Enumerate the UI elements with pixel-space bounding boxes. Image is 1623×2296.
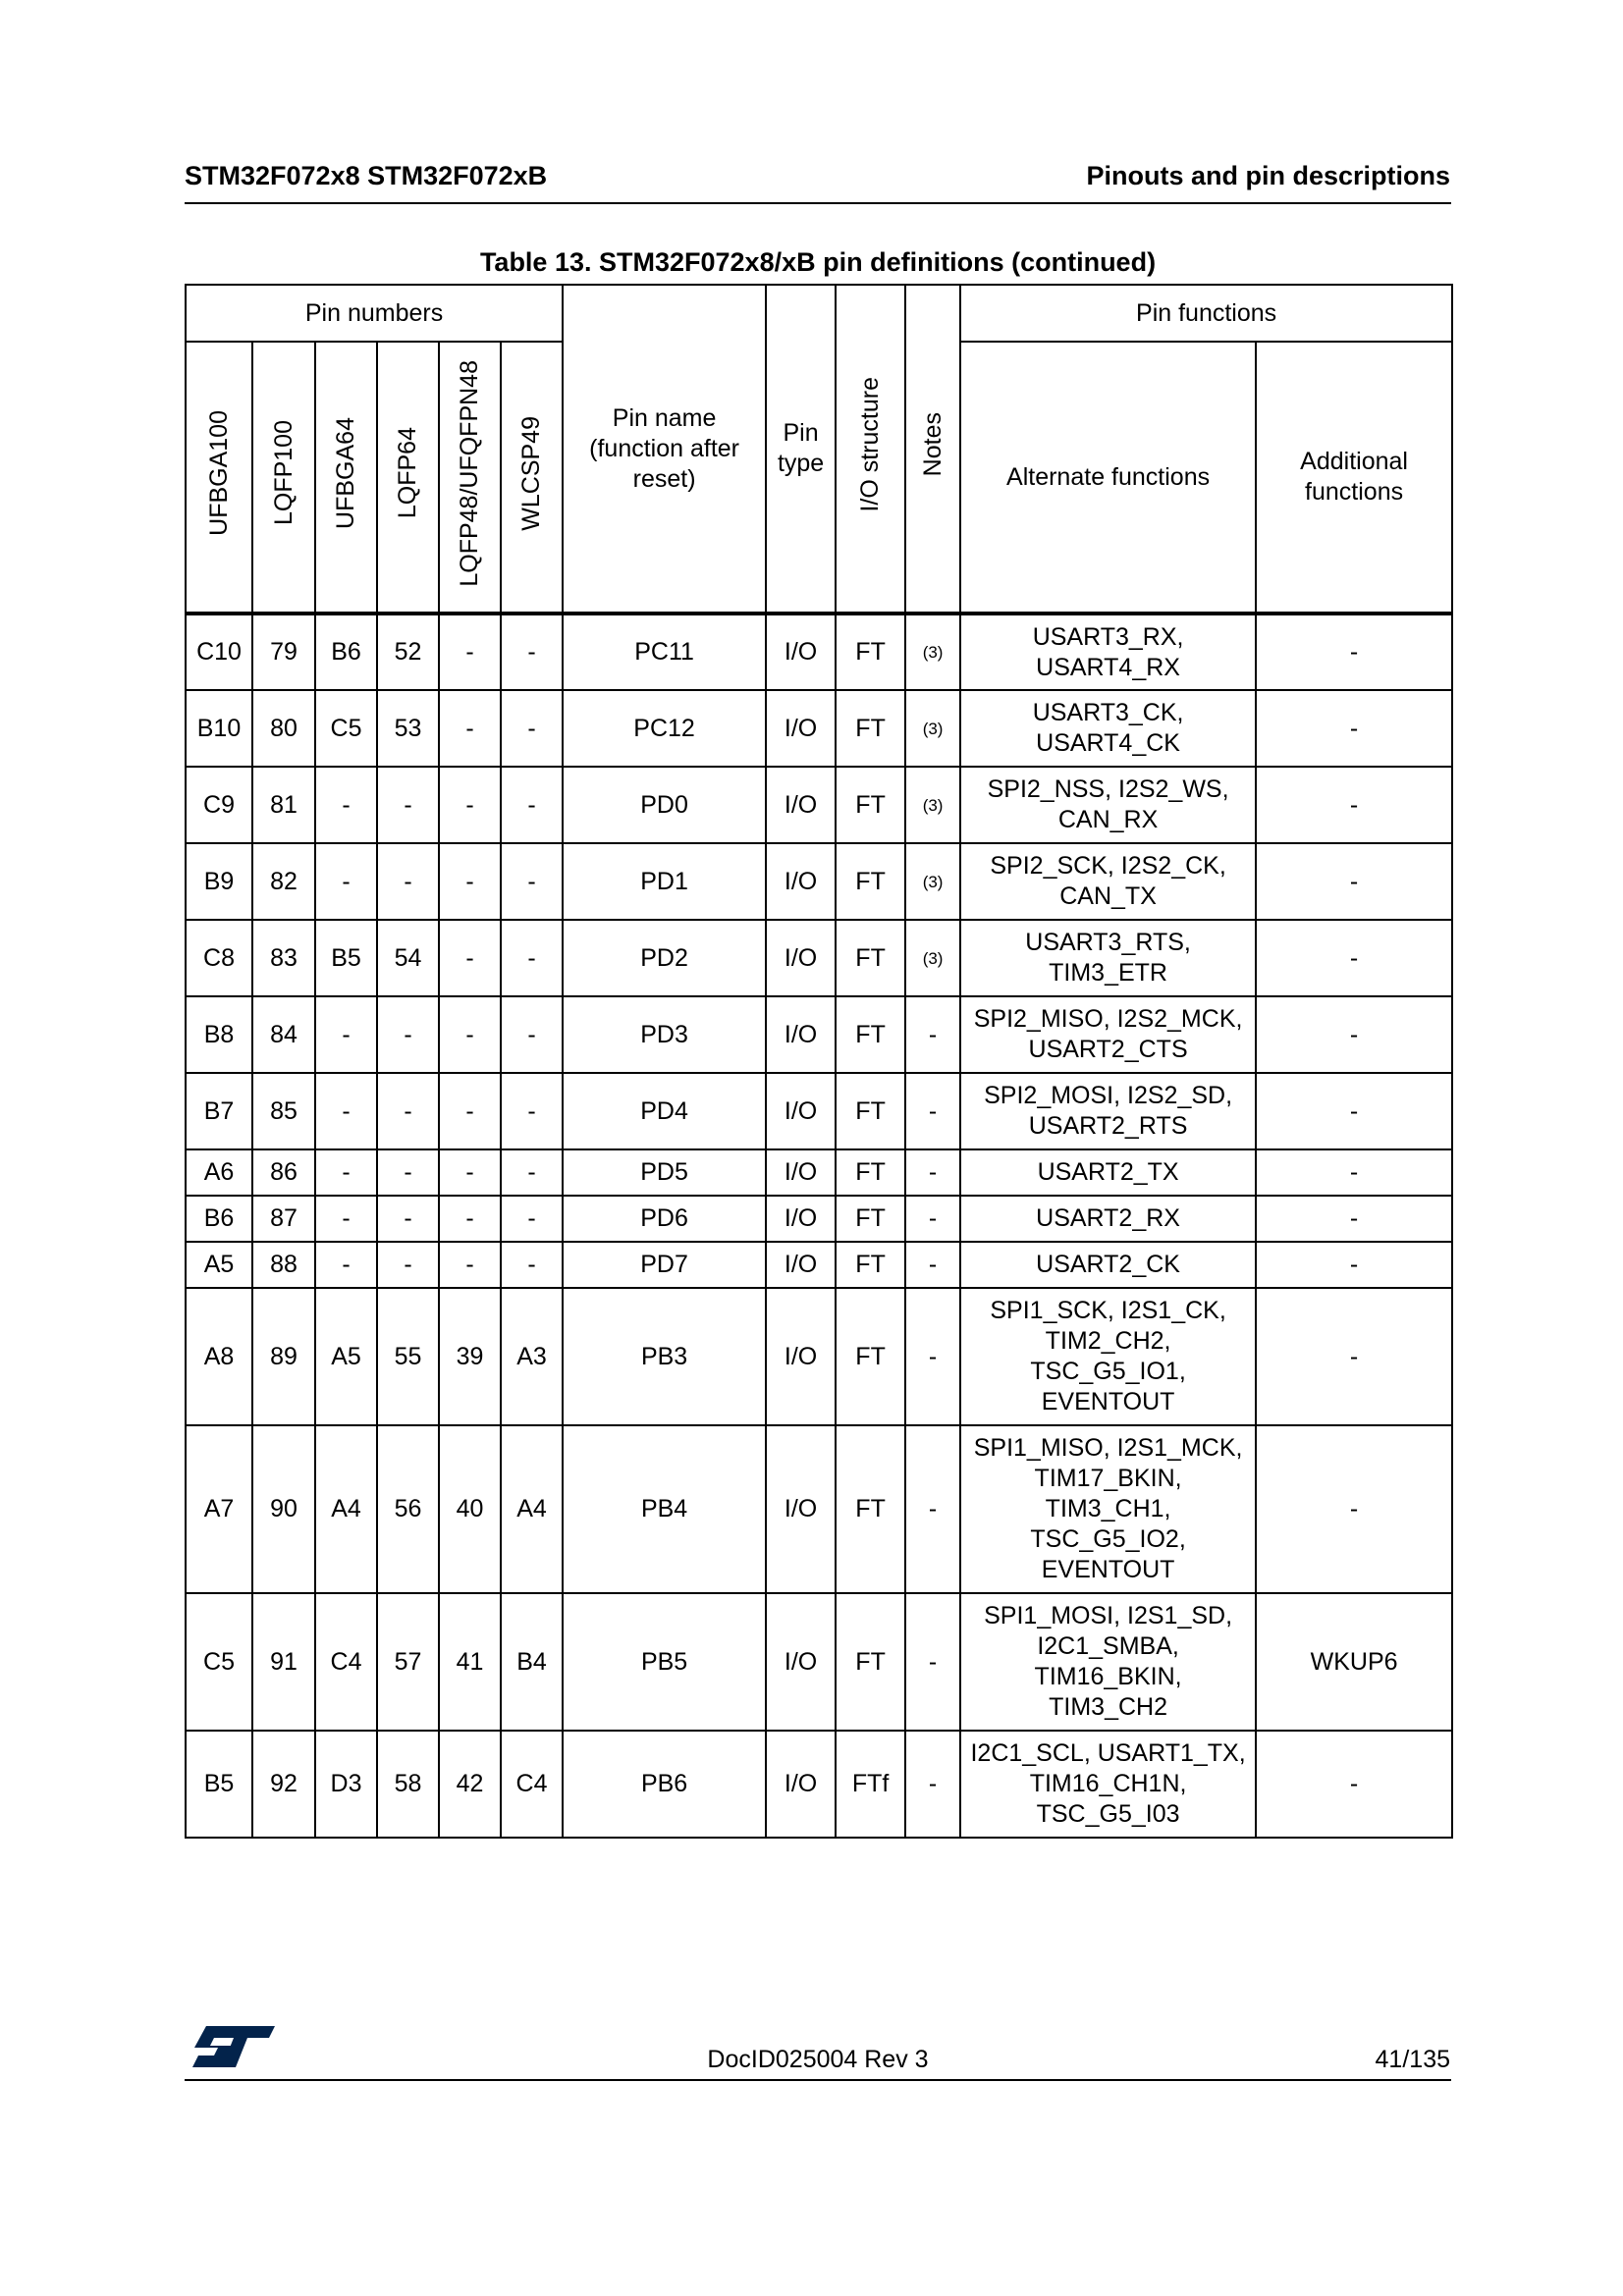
cell-pin-wlcsp49: - [501,1242,563,1288]
cell-pin-wlcsp49: - [501,767,563,843]
cell-pin-lqfp48: - [439,843,501,920]
cell-alternate-functions [960,1073,1256,1149]
header-package-lqfp100: LQFP100 [252,342,315,614]
cell-notes: - [905,1731,960,1838]
alternate-function-line: I2C1_SCL, USART1_TX, [970,1739,1246,1767]
cell-pin-type: I/O [766,614,836,690]
cell-pin-ufbga100: B9 [186,843,252,920]
cell-pin-lqfp64: - [377,767,439,843]
table-row [186,1196,1452,1242]
cell-pin-ufbga64: A5 [315,1288,377,1425]
cell-pin-name: PB6 [563,1731,766,1838]
header-pin-functions: Pin functions [960,285,1452,342]
cell-pin-ufbga100: C5 [186,1593,252,1731]
alternate-function-line: TSC_G5_I03 [1036,1800,1180,1828]
cell-pin-ufbga64: - [315,1242,377,1288]
cell-pin-lqfp100: 83 [252,920,315,996]
cell-pin-lqfp48: - [439,996,501,1073]
cell-notes: - [905,1288,960,1425]
cell-pin-wlcsp49: - [501,614,563,690]
cell-pin-ufbga100: A7 [186,1425,252,1593]
cell-pin-wlcsp49: C4 [501,1731,563,1838]
cell-pin-type: I/O [766,690,836,767]
table-row [186,1425,1452,1593]
cell-pin-lqfp100: 82 [252,843,315,920]
cell-pin-wlcsp49: A4 [501,1425,563,1593]
cell-pin-name: PD3 [563,996,766,1073]
cell-pin-lqfp100: 87 [252,1196,315,1242]
table-row [186,920,1452,996]
alternate-function-line: EVENTOUT [1041,1388,1175,1415]
alternate-function-line: USART2_TX [1037,1158,1179,1186]
cell-pin-lqfp48: 40 [439,1425,501,1593]
cell-alternate-functions [960,614,1256,690]
alternate-function-line: SPI2_NSS, I2S2_WS, [987,775,1229,803]
alternate-function-line: USART4_RX [1036,653,1180,681]
cell-pin-lqfp64: 55 [377,1288,439,1425]
cell-notes: - [905,1073,960,1149]
cell-alternate-functions [960,1149,1256,1196]
footer-divider [185,2079,1451,2081]
cell-pin-lqfp48: - [439,1149,501,1196]
cell-notes: (3) [905,920,960,996]
alternate-function-line: SPI2_MOSI, I2S2_SD, [984,1082,1233,1109]
cell-pin-lqfp48: - [439,690,501,767]
cell-io-structure: FT [836,690,905,767]
cell-pin-name: PD7 [563,1242,766,1288]
cell-pin-lqfp48: 39 [439,1288,501,1425]
cell-alternate-functions [960,1196,1256,1242]
cell-io-structure: FT [836,1073,905,1149]
table-title: Table 13. STM32F072x8/xB pin definitions (continued) [479,247,1157,277]
header-additional-functions: Additional functions [1256,342,1452,614]
cell-pin-ufbga64: - [315,1073,377,1149]
cell-pin-wlcsp49: - [501,996,563,1073]
cell-additional-functions: - [1256,1731,1452,1838]
cell-alternate-functions [960,920,1256,996]
cell-pin-name: PD1 [563,843,766,920]
cell-io-structure: FT [836,996,905,1073]
alternate-function-line: CAN_TX [1059,882,1157,910]
header-alternate-functions: Alternate functions [960,342,1256,614]
cell-pin-lqfp64: - [377,1196,439,1242]
alternate-function-line: I2C1_SMBA, [1037,1632,1179,1660]
alternate-function-line: USART2_CTS [1028,1036,1188,1063]
cell-pin-wlcsp49: - [501,843,563,920]
alternate-function-line: USART3_CK, [1032,699,1184,726]
cell-pin-lqfp48: 41 [439,1593,501,1731]
cell-pin-ufbga64: - [315,1149,377,1196]
cell-io-structure: FTf [836,1731,905,1838]
cell-notes: - [905,1425,960,1593]
cell-additional-functions: WKUP6 [1256,1593,1452,1731]
cell-pin-type: I/O [766,1196,836,1242]
header-io-structure: I/O structure [836,285,905,614]
cell-pin-name: PD0 [563,767,766,843]
cell-alternate-functions [960,1242,1256,1288]
table-row [186,1593,1452,1731]
cell-pin-name: PC12 [563,690,766,767]
alternate-function-line: USART3_RTS, [1025,929,1191,956]
alternate-function-line: TIM17_BKIN, [1034,1465,1182,1492]
cell-pin-lqfp48: - [439,614,501,690]
cell-pin-ufbga64: A4 [315,1425,377,1593]
alternate-function-line: SPI2_MISO, I2S2_MCK, [973,1005,1243,1033]
cell-pin-type: I/O [766,1425,836,1593]
pin-rows [186,614,1452,1838]
header-package-lqfp48: LQFP48/UFQFPN48 [439,342,501,614]
cell-additional-functions: - [1256,996,1452,1073]
table-row [186,1288,1452,1425]
table-row [186,1149,1452,1196]
header-pin-type: Pin type [766,285,836,614]
cell-pin-type: I/O [766,1242,836,1288]
cell-pin-ufbga64: C5 [315,690,377,767]
header-section-title: Pinouts and pin descriptions [1086,161,1450,190]
header-package-ufbga100: UFBGA100 [186,342,252,614]
alternate-function-line: TSC_G5_IO1, [1030,1358,1186,1385]
cell-pin-lqfp100: 81 [252,767,315,843]
cell-pin-type: I/O [766,1288,836,1425]
cell-pin-ufbga64: C4 [315,1593,377,1731]
table-row [186,1242,1452,1288]
cell-alternate-functions [960,1731,1256,1838]
alternate-function-line: CAN_RX [1057,806,1159,833]
table-row [186,1731,1452,1838]
cell-pin-lqfp64: - [377,1242,439,1288]
cell-pin-ufbga64: D3 [315,1731,377,1838]
cell-notes: - [905,996,960,1073]
cell-pin-wlcsp49: B4 [501,1593,563,1731]
cell-pin-ufbga100: B8 [186,996,252,1073]
cell-pin-lqfp100: 84 [252,996,315,1073]
cell-io-structure: FT [836,843,905,920]
cell-alternate-functions [960,690,1256,767]
cell-pin-type: I/O [766,1073,836,1149]
cell-pin-lqfp100: 90 [252,1425,315,1593]
cell-pin-type: I/O [766,843,836,920]
cell-io-structure: FT [836,614,905,690]
header-package-lqfp64: LQFP64 [377,342,439,614]
alternate-function-line: EVENTOUT [1041,1556,1175,1583]
cell-notes: (3) [905,843,960,920]
alternate-function-line: TIM2_CH2, [1045,1327,1171,1355]
cell-additional-functions: - [1256,1288,1452,1425]
cell-pin-ufbga100: C10 [186,614,252,690]
cell-pin-lqfp100: 92 [252,1731,315,1838]
cell-pin-lqfp100: 91 [252,1593,315,1731]
pin-definitions-table [185,284,1453,1839]
table-row [186,843,1452,920]
cell-pin-name: PD2 [563,920,766,996]
cell-pin-lqfp64: 52 [377,614,439,690]
cell-additional-functions: - [1256,843,1452,920]
cell-io-structure: FT [836,767,905,843]
cell-pin-type: I/O [766,996,836,1073]
cell-alternate-functions [960,996,1256,1073]
cell-pin-name: PD4 [563,1073,766,1149]
alternate-function-line: TIM16_CH1N, [1029,1770,1187,1797]
header-notes: Notes [905,285,960,614]
cell-io-structure: FT [836,1425,905,1593]
cell-pin-name: PD6 [563,1196,766,1242]
alternate-function-line: TIM3_ETR [1049,959,1167,987]
cell-pin-type: I/O [766,920,836,996]
cell-notes: (3) [905,614,960,690]
cell-io-structure: FT [836,1288,905,1425]
cell-pin-ufbga100: C9 [186,767,252,843]
header-pin-name: Pin name (function after reset) [563,285,766,614]
cell-additional-functions: - [1256,614,1452,690]
header-package-wlcsp49: WLCSP49 [501,342,563,614]
cell-pin-ufbga100: A6 [186,1149,252,1196]
cell-additional-functions: - [1256,1073,1452,1149]
table-row [186,996,1452,1073]
cell-alternate-functions [960,1593,1256,1731]
alternate-function-line: USART2_CK [1036,1251,1180,1278]
cell-pin-wlcsp49: - [501,1196,563,1242]
cell-pin-ufbga64: - [315,1196,377,1242]
header-package-ufbga64: UFBGA64 [315,342,377,614]
cell-pin-ufbga64: - [315,996,377,1073]
alternate-function-line: TIM16_BKIN, [1034,1663,1182,1690]
cell-pin-lqfp100: 79 [252,614,315,690]
cell-pin-ufbga100: B5 [186,1731,252,1838]
cell-pin-wlcsp49: - [501,690,563,767]
cell-pin-lqfp64: 54 [377,920,439,996]
cell-pin-name: PB5 [563,1593,766,1731]
cell-io-structure: FT [836,1149,905,1196]
cell-pin-name: PD5 [563,1149,766,1196]
alternate-function-line: SPI2_SCK, I2S2_CK, [990,852,1226,880]
cell-pin-ufbga100: B6 [186,1196,252,1242]
alternate-function-line: SPI1_MISO, I2S1_MCK, [973,1434,1243,1462]
alternate-function-line: TIM3_CH1, [1045,1495,1171,1522]
cell-pin-lqfp100: 89 [252,1288,315,1425]
cell-notes: - [905,1242,960,1288]
alternate-function-line: USART2_RTS [1028,1112,1188,1140]
cell-pin-ufbga100: C8 [186,920,252,996]
cell-pin-ufbga64: B5 [315,920,377,996]
cell-additional-functions: - [1256,690,1452,767]
alternate-function-line: USART2_RX [1036,1204,1180,1232]
table-row [186,767,1452,843]
cell-pin-type: I/O [766,1149,836,1196]
cell-pin-wlcsp49: - [501,1073,563,1149]
cell-pin-name: PB4 [563,1425,766,1593]
cell-pin-lqfp100: 80 [252,690,315,767]
cell-alternate-functions [960,1288,1256,1425]
cell-io-structure: FT [836,920,905,996]
cell-pin-wlcsp49: - [501,1149,563,1196]
cell-pin-type: I/O [766,1731,836,1838]
cell-pin-name: PB3 [563,1288,766,1425]
cell-notes: - [905,1196,960,1242]
alternate-function-line: SPI1_MOSI, I2S1_SD, [984,1602,1233,1629]
cell-pin-lqfp48: - [439,767,501,843]
cell-pin-lqfp64: 57 [377,1593,439,1731]
alternate-function-line: USART4_CK [1036,729,1180,757]
cell-alternate-functions [960,843,1256,920]
cell-pin-wlcsp49: - [501,920,563,996]
cell-pin-type: I/O [766,1593,836,1731]
header-pin-numbers: Pin numbers [186,285,563,342]
cell-pin-lqfp64: - [377,1149,439,1196]
header-divider [185,202,1451,204]
cell-additional-functions: - [1256,1242,1452,1288]
footer-page-number: 41/135 [1375,2046,1450,2073]
cell-pin-lqfp100: 88 [252,1242,315,1288]
cell-io-structure: FT [836,1242,905,1288]
alternate-function-line: SPI1_SCK, I2S1_CK, [990,1297,1226,1324]
cell-pin-lqfp48: - [439,920,501,996]
cell-pin-ufbga64: - [315,767,377,843]
cell-alternate-functions [960,767,1256,843]
cell-pin-lqfp64: - [377,1073,439,1149]
footer-doc-id: DocID025004 Rev 3 [707,2046,929,2073]
cell-notes: (3) [905,767,960,843]
cell-pin-lqfp48: - [439,1196,501,1242]
table-row [186,690,1452,767]
cell-pin-name: PC11 [563,614,766,690]
cell-additional-functions: - [1256,1196,1452,1242]
cell-pin-lqfp64: 58 [377,1731,439,1838]
cell-pin-ufbga64: - [315,843,377,920]
cell-pin-lqfp48: - [439,1073,501,1149]
cell-additional-functions: - [1256,1149,1452,1196]
alternate-function-line: USART3_RX, [1032,622,1184,651]
cell-pin-lqfp100: 85 [252,1073,315,1149]
cell-alternate-functions [960,1425,1256,1593]
alternate-function-line: TSC_G5_IO2, [1030,1525,1186,1553]
cell-additional-functions: - [1256,1425,1452,1593]
cell-pin-lqfp48: - [439,1242,501,1288]
cell-notes: (3) [905,690,960,767]
cell-pin-lqfp64: - [377,843,439,920]
cell-notes: - [905,1149,960,1196]
cell-io-structure: FT [836,1593,905,1731]
table-row [186,614,1452,690]
cell-io-structure: FT [836,1196,905,1242]
cell-pin-lqfp64: 53 [377,690,439,767]
cell-pin-lqfp64: - [377,996,439,1073]
cell-pin-type: I/O [766,767,836,843]
cell-pin-lqfp100: 86 [252,1149,315,1196]
cell-pin-wlcsp49: A3 [501,1288,563,1425]
cell-pin-ufbga100: A8 [186,1288,252,1425]
cell-pin-lqfp48: 42 [439,1731,501,1838]
header-document-title: STM32F072x8 STM32F072xB [185,161,548,190]
cell-additional-functions: - [1256,920,1452,996]
alternate-function-line: TIM3_CH2 [1049,1693,1168,1721]
table-row [186,1073,1452,1149]
cell-pin-lqfp64: 56 [377,1425,439,1593]
cell-pin-ufbga100: B10 [186,690,252,767]
cell-additional-functions: - [1256,767,1452,843]
cell-pin-ufbga100: A5 [186,1242,252,1288]
cell-notes: - [905,1593,960,1731]
cell-pin-ufbga100: B7 [186,1073,252,1149]
cell-pin-ufbga64: B6 [315,614,377,690]
